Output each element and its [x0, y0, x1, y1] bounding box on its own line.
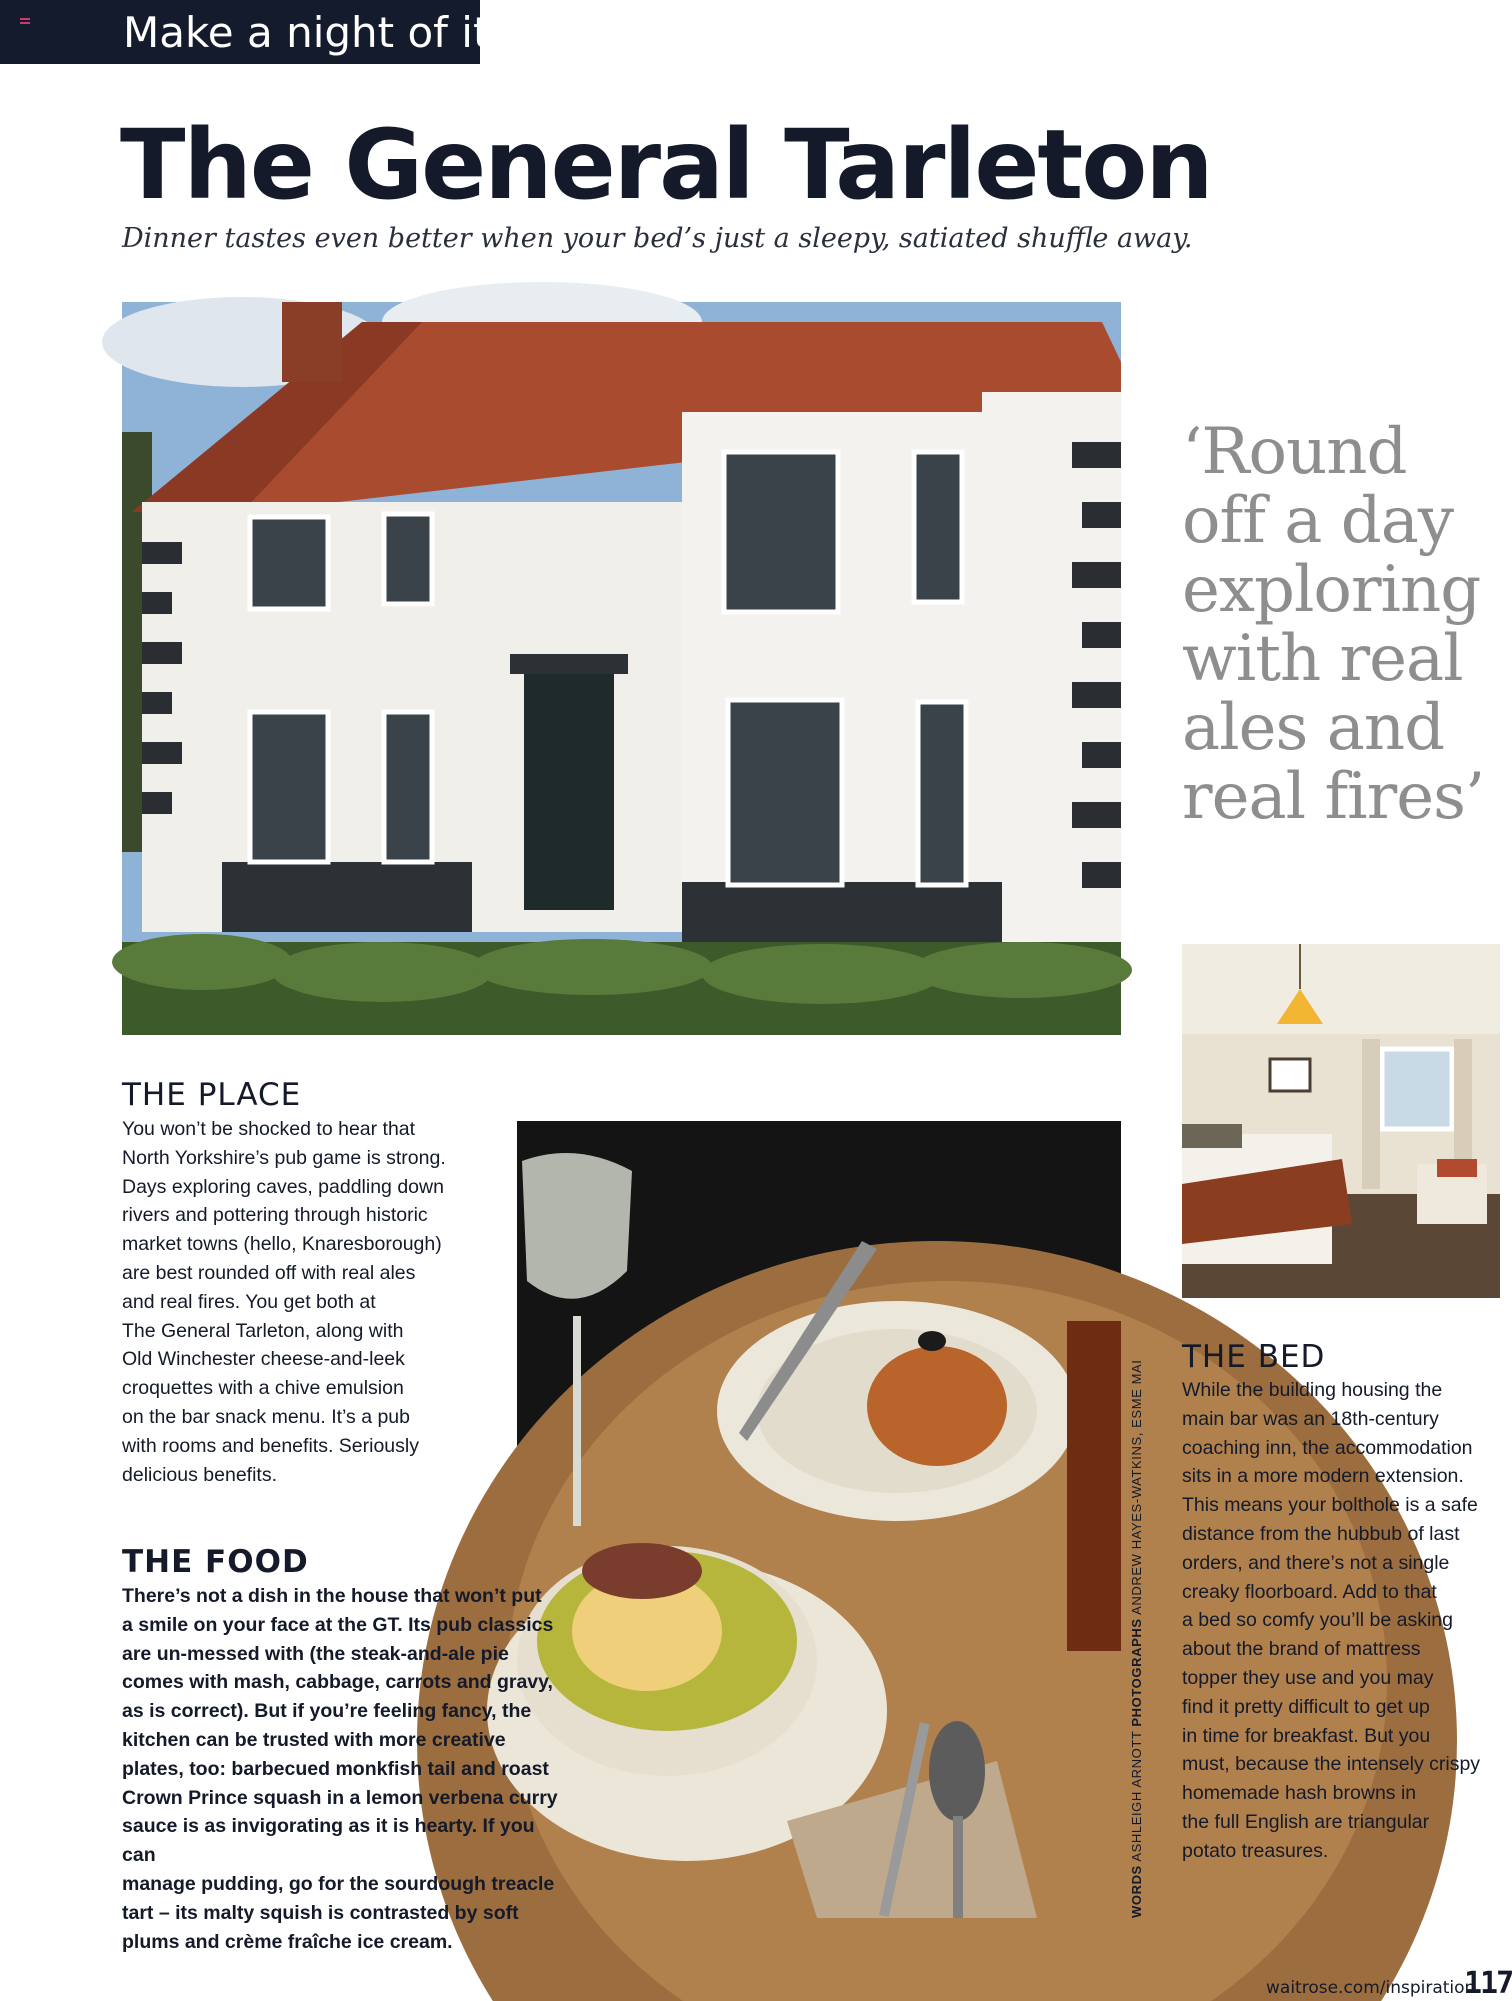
bed-line: the full English are triangular: [1182, 1810, 1430, 1833]
bed-line: creaky floorboard. Add to that: [1182, 1580, 1437, 1603]
credit-photos-label: PHOTOGRAPHS: [1129, 1618, 1144, 1727]
place-line: are best rounded off with real ales: [122, 1261, 416, 1284]
credit-words-name: ASHLEIGH ARNOTT: [1129, 1730, 1144, 1862]
food-line: as is correct). But if you’re feeling fancy, the: [122, 1700, 532, 1723]
menu-icon: [20, 18, 30, 26]
food-body: [122, 1582, 572, 1956]
food-line: Crown Prince squash in a lemon verbena curry: [122, 1786, 558, 1809]
article-subtitle: Dinner tastes even better when your bed’s just a sleepy, satiated shuffle away.: [122, 223, 1193, 254]
footer-url[interactable]: waitrose.com/inspiration: [1266, 1978, 1476, 1998]
place-body: [122, 1115, 467, 1489]
pub-exterior-photo: [122, 302, 1121, 1035]
place-line: with rooms and benefits. Seriously: [122, 1434, 419, 1457]
place-line: Old Winchester cheese-and-leek: [122, 1348, 405, 1371]
food-line: plates, too: barbecued monkfish tail and roast: [122, 1757, 549, 1780]
place-line: rivers and pottering through historic: [122, 1204, 428, 1227]
place-line: on the bar snack menu. It’s a pub: [122, 1405, 410, 1428]
food-line: sauce is as invigorating as it is hearty. If you can: [122, 1815, 535, 1867]
food-heading: THE FOOD: [122, 1544, 309, 1580]
bed-line: about the brand of mattress: [1182, 1638, 1421, 1661]
bed-line: While the building housing the: [1182, 1379, 1443, 1401]
food-line: comes with mash, cabbage, carrots and gravy,: [122, 1671, 553, 1694]
bed-line: a bed so comfy you’ll be asking: [1182, 1609, 1453, 1632]
bed-heading: THE BED: [1182, 1339, 1326, 1375]
page-number: 117: [1464, 1966, 1512, 2001]
bed-line: homemade hash browns in: [1182, 1782, 1417, 1805]
bed-line: find it pretty difficult to get up: [1182, 1695, 1430, 1718]
bedroom-photo: [1182, 944, 1500, 1298]
bed-line: distance from the hubbub of last: [1182, 1522, 1460, 1545]
food-line: tart – its malty squish is contrasted by soft: [122, 1901, 519, 1924]
place-line: delicious benefits.: [122, 1463, 278, 1486]
place-heading: THE PLACE: [122, 1077, 302, 1113]
place-line: North Yorkshire’s pub game is strong.: [122, 1146, 446, 1169]
food-line: kitchen can be trusted with more creative: [122, 1728, 506, 1751]
bed-body: [1182, 1376, 1494, 1866]
food-line: plums and crème fraîche ice cream.: [122, 1930, 453, 1953]
place-line: Days exploring caves, paddling down: [122, 1175, 444, 1198]
food-line: are un-messed with (the steak-and-ale pie: [122, 1642, 509, 1665]
bed-line: topper they use and you may: [1182, 1666, 1434, 1689]
banner-label: Make a night of it: [123, 8, 490, 57]
article-title: The General Tarleton: [120, 109, 1212, 221]
food-line: There’s not a dish in the house that won’t put: [122, 1585, 542, 1607]
bed-line: potato treasures.: [1182, 1839, 1329, 1862]
place-line: The General Tarleton, along with: [122, 1319, 404, 1342]
photo-credit: [1129, 1359, 1145, 1918]
bed-line: This means your bolthole is a safe: [1182, 1494, 1478, 1517]
bed-line: coaching inn, the accommodation: [1182, 1436, 1473, 1459]
credit-photos-names: ANDREW HAYES-WATKINS, ESME MAI: [1129, 1359, 1144, 1615]
bed-line: main bar was an 18th-century: [1182, 1407, 1439, 1430]
credit-words-label: WORDS: [1129, 1865, 1144, 1918]
place-line: You won’t be shocked to hear that: [122, 1118, 416, 1140]
food-photo: [517, 1121, 1121, 1918]
place-line: croquettes with a chive emulsion: [122, 1377, 404, 1400]
bed-line: must, because the intensely crispy: [1182, 1753, 1481, 1776]
food-line: a smile on your face at the GT. Its pub classics: [122, 1613, 554, 1636]
bed-line: orders, and there’s not a single: [1182, 1551, 1450, 1574]
bed-line: in time for breakfast. But you: [1182, 1724, 1431, 1747]
bed-line: sits in a more modern extension.: [1182, 1465, 1464, 1488]
place-line: market towns (hello, Knaresborough): [122, 1233, 442, 1256]
food-line: manage pudding, go for the sourdough treacle: [122, 1872, 555, 1895]
place-line: and real fires. You get both at: [122, 1290, 376, 1313]
pull-quote: ‘Round off a day exploring with real ales and real fires’: [1182, 415, 1485, 834]
